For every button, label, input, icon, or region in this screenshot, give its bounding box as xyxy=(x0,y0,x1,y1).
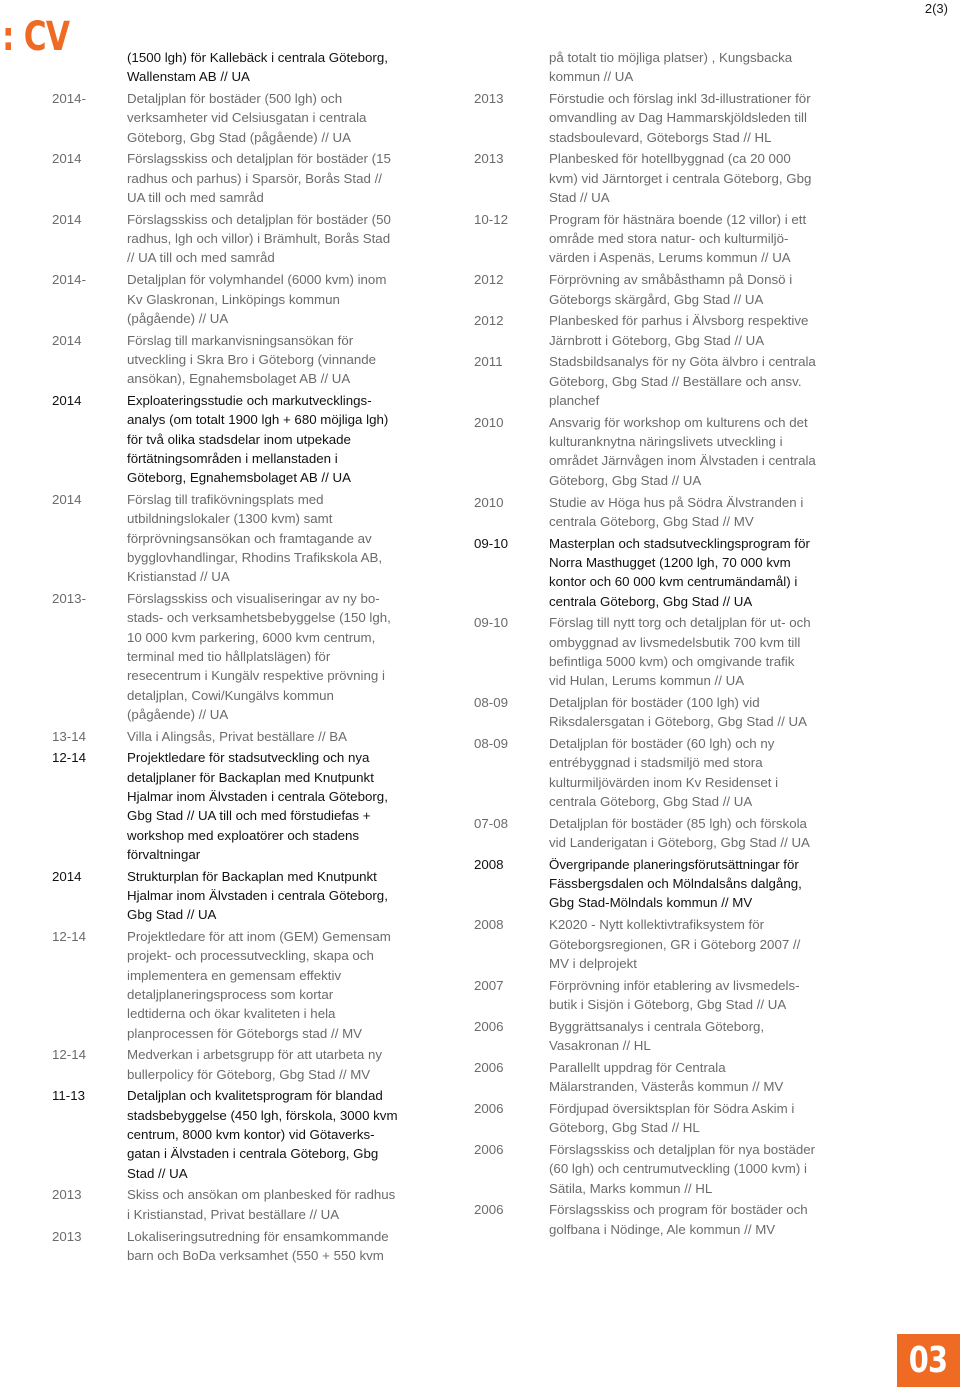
entry-year: 2014 xyxy=(52,151,82,167)
cv-entry xyxy=(474,89,874,147)
entry-description: Förstudie och förslag inkl 3d-illustrationer för omvandling av Dag Hammarskjöldsleden till stadsboulevard, Göteborgs Stad // HL xyxy=(549,91,811,145)
cv-entry xyxy=(474,352,874,410)
entry-description: Förslagsskiss och detaljplan för bostäder (15 radhus och parhus) i Sparsör, Borås Stad // UA till och med samråd xyxy=(127,151,391,206)
entry-description: Strukturplan för Backaplan med Knutpunkt Hjalmar inom Älvstaden i centrala Göteborg, Gbg Stad // UA xyxy=(127,868,388,923)
entry-year: 2011 xyxy=(474,354,503,370)
entry-year: 13-14 xyxy=(52,728,87,744)
entry-year: 2010 xyxy=(474,414,504,430)
entry-year: 2013 xyxy=(474,91,504,107)
entry-description: Villa i Alingsås, Privat beställare // BA xyxy=(127,728,347,744)
cv-entry xyxy=(474,814,874,853)
cv-entry xyxy=(474,915,874,973)
entry-year: 2006 xyxy=(474,1059,504,1075)
entry-year: 2006 xyxy=(474,1100,504,1116)
cv-entry xyxy=(474,493,874,532)
entry-year xyxy=(474,48,549,87)
entry-year: 08-09 xyxy=(474,736,509,752)
entry-description: Förslagsskiss och program för bostäder och golfbana i Nödinge, Ale kommun // MV xyxy=(549,1202,808,1237)
cv-entry xyxy=(474,1099,874,1138)
cv-entry xyxy=(52,927,432,1043)
entry-description: på totalt tio möjliga platser) , Kungsbacka kommun // UA xyxy=(549,50,793,85)
cv-entry xyxy=(474,855,874,913)
entry-description: Övergripande planeringsförutsättningar för Fässbergsdalen och Mölndalsåns dalgång, Gbg Stad-Mölndals kommun // MV xyxy=(549,856,802,911)
entry-description: (1500 lgh) för Kallebäck i centrala Göteborg, Wallenstam AB // UA xyxy=(127,50,388,85)
entry-year: 07-08 xyxy=(474,815,509,831)
cv-entry xyxy=(474,534,874,611)
page-indicator: 2(3) xyxy=(924,1,948,16)
entry-description: Program för hästnära boende (12 villor) i ett område med stora natur- och kulturmiljö- värden i Aspenäs, Lerums kommun // UA xyxy=(549,211,807,266)
entry-description: Medverkan i arbetsgrupp för att utarbeta ny bullerpolicy för Göteborg, Gbg Stad // MV xyxy=(127,1047,382,1082)
entry-description: Förslagsskiss och detaljplan för nya bostäder (60 lgh) och centrumutveckling (1000 kvm) i Sätila, Marks kommun // HL xyxy=(549,1142,816,1196)
cv-entry xyxy=(52,210,432,268)
cv-entry xyxy=(474,311,874,350)
entry-description: Parallellt uppdrag för Centrala Mälarstranden, Västerås kommun // MV xyxy=(549,1059,784,1095)
entry-year: 08-09 xyxy=(474,695,509,710)
cv-entry xyxy=(474,734,874,811)
entry-description: Förprövning inför etablering av livsmedels- butik i Sisjön i Göteborg, Gbg Stad // UA xyxy=(549,977,800,1012)
entry-year: 09-10 xyxy=(474,535,509,551)
entry-description: Lokaliseringsutredning för ensamkommande barn och BoDa verksamhet (550 + 550 kvm xyxy=(127,1228,389,1263)
entry-year: 2013 xyxy=(52,1228,82,1244)
entry-year: 2013 xyxy=(52,1187,82,1203)
entry-description: Detaljplan för bostäder (500 lgh) och verksamheter vid Celsiusgatan i centrala Göteborg, Gbg Stad (pågående) // UA xyxy=(127,91,367,145)
entry-year: 2012 xyxy=(474,313,504,329)
entry-year: 2014 xyxy=(52,492,82,508)
entry-description: Fördjupad översiktsplan för Södra Askim i Göteborg, Gbg Stad // HL xyxy=(549,1100,795,1136)
cv-entry xyxy=(474,270,874,309)
cv-entry xyxy=(474,413,874,490)
entry-description: Förslag till markanvisningsansökan för utveckling i Skra Bro i Göteborg (vinnande ansökan), Egnahemsbolaget AB // UA xyxy=(127,332,377,387)
cv-entry xyxy=(52,1227,432,1266)
entry-year xyxy=(52,48,127,87)
entry-year: 2006 xyxy=(474,1202,504,1218)
cv-entry xyxy=(52,490,432,586)
entry-description: Detaljplan och kvalitetsprogram för blandad stadsbebyggelse (450 lgh, förskola, 3000 kvm centrum, 8000 kvm kontor) vid Götaverks- gatan i Älvstaden i centrala Göteborg, Gbg Stad // UA xyxy=(127,1088,398,1181)
entry-description: Förslag till nytt torg och detaljplan för ut- och ombyggnad av livsmedelsbutik 700 kvm till befintliga 5000 kvm) och omgivande trafik vid Hulan, Lerums kommun // UA xyxy=(549,615,811,689)
entry-description: Studie av Höga hus på Södra Älvstranden i centrala Göteborg, Gbg Stad // MV xyxy=(549,494,804,529)
cv-entry xyxy=(52,89,432,147)
entry-description: Förprövning av småbåsthamn på Donsö i Göteborgs skärgård, Gbg Stad // UA xyxy=(549,272,793,307)
cv-entry xyxy=(52,48,432,87)
entry-year: 2010 xyxy=(474,494,504,510)
entry-year: 2014- xyxy=(52,91,87,107)
entry-description: Förslag till trafikövningsplats med utbildningslokaler (1300 kvm) samt förprövningsansökan och framtagande av bygglovhandlingar, Rhodins Trafikskola AB, Kristianstad // UA xyxy=(127,492,383,585)
entry-year: 12-14 xyxy=(52,1047,87,1063)
cv-entry xyxy=(474,149,874,207)
cv-entry xyxy=(474,1017,874,1056)
entry-description: Projektledare för att inom (GEM) Gemensam projekt- och processutveckling, skapa och implementera en gemensam effektiv detaljplaneringsprocess som kortar ledtiderna och ökar kvaliteten i hela planprocessen för Göteborgs stad // MV xyxy=(127,929,391,1041)
entry-year: 2014 xyxy=(52,868,82,884)
cv-entry xyxy=(52,748,432,864)
entry-year: 2014- xyxy=(52,272,87,288)
cv-heading: : CV xyxy=(2,14,70,60)
entry-year: 2006 xyxy=(474,1018,504,1034)
entry-description: Planbesked för hotellbyggnad (ca 20 000 kvm) vid Järntorget i centrala Göteborg, Gbg Stad // UA xyxy=(549,151,812,206)
section-number-badge xyxy=(897,1334,960,1387)
entry-year: 11-13 xyxy=(52,1088,86,1104)
cv-entry xyxy=(474,693,874,732)
right-column xyxy=(474,48,874,1242)
entry-description: Detaljplan för volymhandel (6000 kvm) inom Kv Glaskronan, Linköpings kommun (pågående) // UA xyxy=(127,272,387,326)
cv-entry xyxy=(52,589,432,724)
entry-description: Förslagsskiss och visualiseringar av ny bo- stads- och verksamhetsbebyggelse (150 lgh, 10 000 kvm parkering, 6000 kvm centrum, terminal med tio hållplatslägen) för resecentrum i Kungälv respektive prövning i detaljplan, Cowi/Kungälvs kommun (pågående) // UA xyxy=(127,591,391,722)
entry-description: Skiss och ansökan om planbesked för radhus i Kristianstad, Privat beställare // UA xyxy=(127,1187,396,1222)
entry-year: 09-10 xyxy=(474,615,509,631)
cv-entry xyxy=(474,48,874,87)
entry-year: 2013 xyxy=(474,151,504,167)
cv-entry xyxy=(52,727,432,746)
entry-description: Byggrättsanalys i centrala Göteborg, Vasakronan // HL xyxy=(549,1018,765,1054)
cv-entry xyxy=(52,867,432,925)
entry-year: 2013- xyxy=(52,591,87,607)
cv-entry xyxy=(52,1086,432,1182)
cv-entry xyxy=(52,1045,432,1084)
entry-description: Detaljplan för bostäder (85 lgh) och förskola vid Landerigatan i Göteborg, Gbg Stad // UA xyxy=(549,815,810,851)
cv-entry xyxy=(474,1058,874,1097)
cv-entry xyxy=(474,976,874,1015)
cv-entry xyxy=(474,613,874,690)
cv-entry xyxy=(474,1200,874,1239)
entry-description: Stadsbildsanalys för ny Göta älvbro i centrala Göteborg, Gbg Stad // Beställare och ansv. planchef xyxy=(549,354,816,409)
section-number: 03 xyxy=(909,1340,948,1381)
cv-entry xyxy=(474,1140,874,1198)
cv-entry xyxy=(52,391,432,487)
entry-description: Masterplan och stadsutvecklingsprogram för Norra Masthugget (1200 lgh, 70 000 kvm kontor och 60 000 kvm centrumändamål) i centrala Göteborg, Gbg Stad // UA xyxy=(549,535,810,609)
entry-year: 10-12 xyxy=(474,211,509,227)
cv-entry xyxy=(52,270,432,328)
entry-description: Planbesked för parhus i Älvsborg respektive Järnbrott i Göteborg, Gbg Stad // UA xyxy=(549,313,809,348)
entry-year: 2008 xyxy=(474,917,504,933)
left-column xyxy=(52,48,432,1268)
entry-year: 2008 xyxy=(474,856,504,872)
cv-entry xyxy=(474,210,874,268)
cv-entry xyxy=(52,331,432,389)
entry-description: K2020 - Nytt kollektivtrafiksystem för Göteborgsregionen, GR i Göteborg 2007 // MV i delprojekt xyxy=(549,917,801,971)
entry-year: 2006 xyxy=(474,1142,504,1158)
entry-year: 2012 xyxy=(474,272,504,288)
entry-year: 2014 xyxy=(52,211,82,227)
entry-description: Exploateringsstudie och markutvecklings- analys (om totalt 1900 lgh + 680 möjliga lgh) för två olika stadsdelar inom utpekade förtätningsområden i mellanstaden i Göteborg, Egnahemsbolaget AB // UA xyxy=(127,393,389,486)
entry-description: Ansvarig för workshop om kulturens och det kulturanknytna näringslivets utveckling i området Järnvågen inom Älvstaden i centrala Göteborg, Gbg Stad // UA xyxy=(549,414,816,488)
entry-year: 2014 xyxy=(52,393,82,409)
entry-year: 12-14 xyxy=(52,750,87,766)
cv-entry xyxy=(52,1185,432,1224)
entry-year: 2014 xyxy=(52,332,82,348)
entry-description: Förslagsskiss och detaljplan för bostäder (50 radhus, lgh och villor) i Brämhult, Borås Stad // UA till och med samråd xyxy=(127,211,391,266)
entry-description: Projektledare för stadsutveckling och nya detaljplaner för Backaplan med Knutpunkt Hjalmar inom Älvstaden i centrala Göteborg, Gbg Stad // UA till och med förstudiefas + workshop med exploatörer och stadens förvaltningar xyxy=(127,750,388,862)
entry-year: 2007 xyxy=(474,977,504,993)
cv-entry xyxy=(52,149,432,207)
entry-description: Detaljplan för bostäder (60 lgh) och ny entrébyggnad i stadsmiljö med stora kulturmiljövärden inom Kv Residenset i centrala Göteborg, Gbg Stad // UA xyxy=(549,736,779,809)
entry-year: 12-14 xyxy=(52,929,87,945)
entry-description: Detaljplan för bostäder (100 lgh) vid Riksdalersgatan i Göteborg, Gbg Stad // UA xyxy=(549,695,807,730)
